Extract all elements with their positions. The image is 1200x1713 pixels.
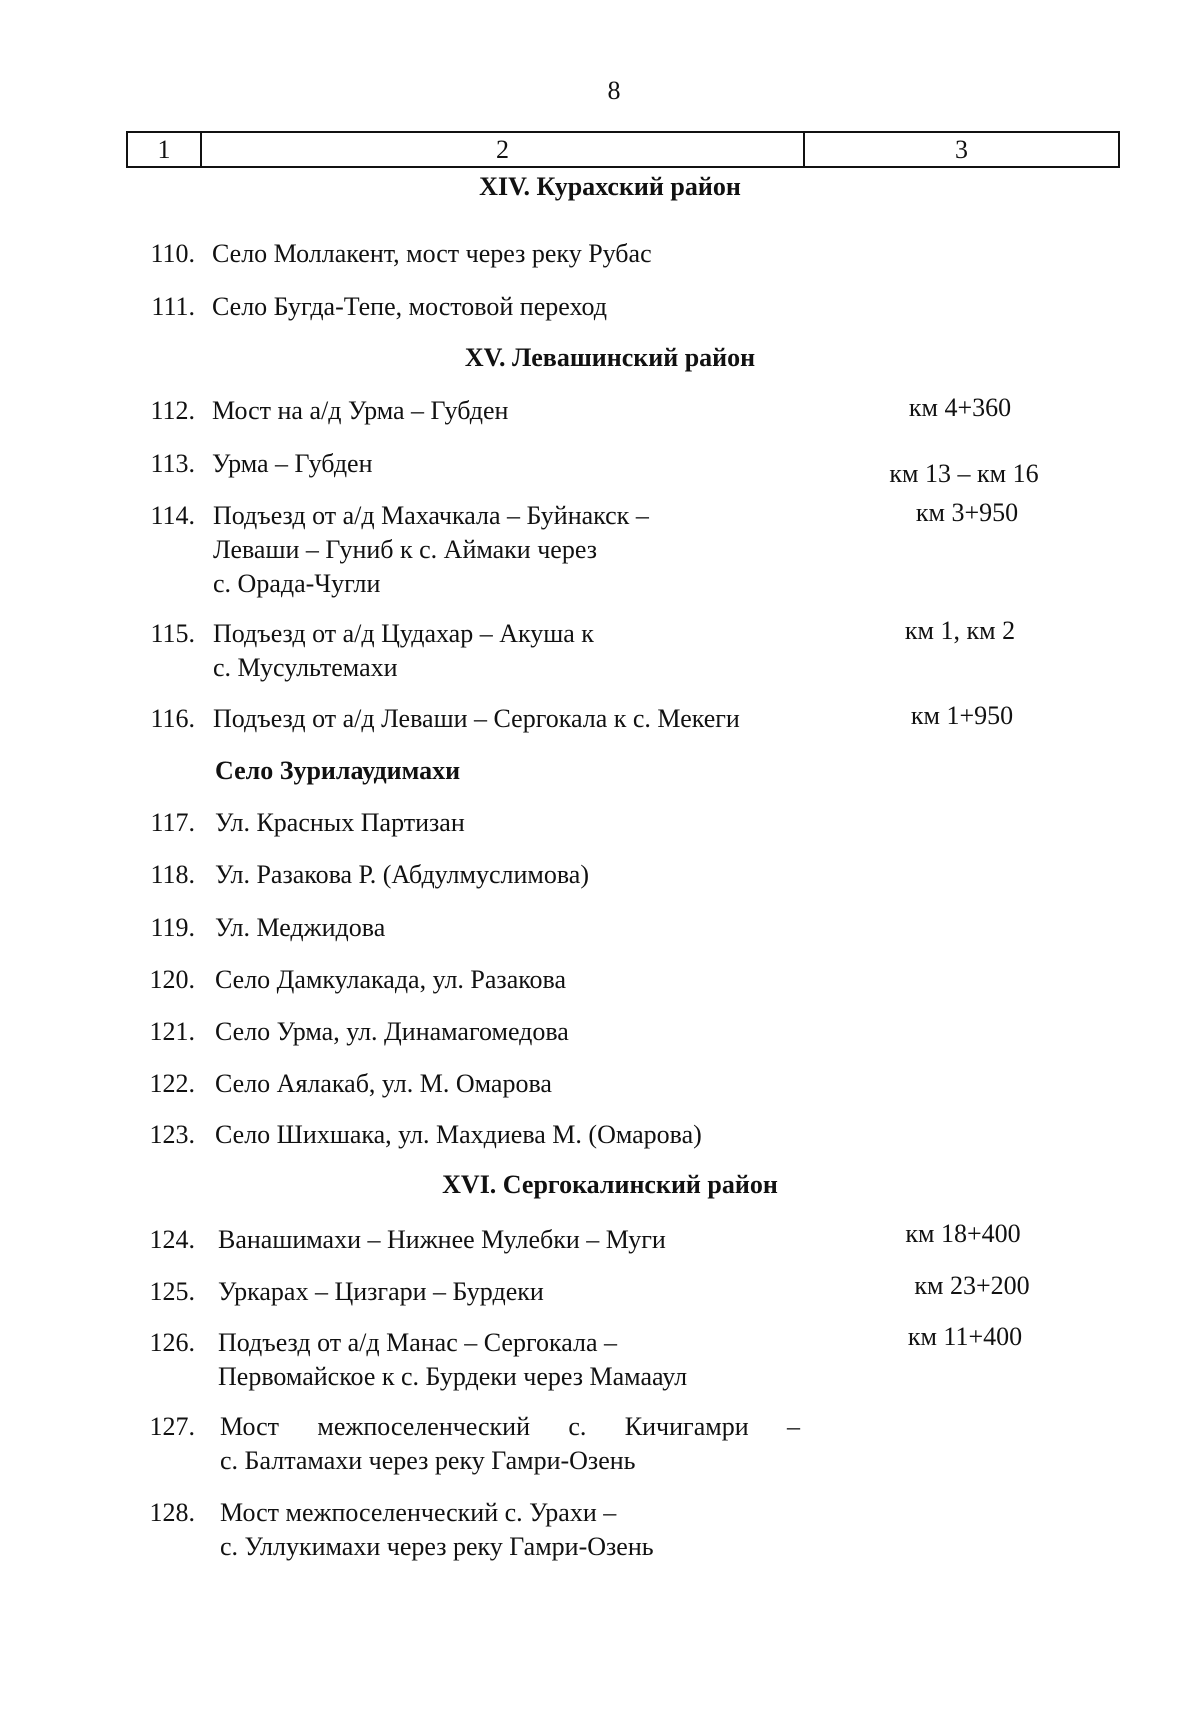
row-name-line: Село Бугда-Тепе, мостовой переход (212, 292, 607, 321)
row-km: км 1, км 2 (904, 616, 1016, 645)
row-number: 123. (149, 1120, 195, 1149)
row-name-line: с. Орада-Чугли (213, 569, 381, 598)
row-name (215, 963, 566, 997)
row-km: км 23+200 (914, 1271, 1030, 1300)
row-name (213, 617, 594, 685)
row-name-line: Село Шихшака, ул. Махдиева М. (Омарова) (215, 1120, 702, 1149)
row-name-line: Леваши – Гуниб к с. Аймаки через (213, 535, 597, 564)
row-name (213, 499, 649, 601)
row-number: 111. (151, 292, 195, 321)
row-name-line: Ванашимахи – Нижнее Мулебки – Муги (218, 1225, 666, 1254)
row-number: 119. (150, 913, 195, 942)
row-km: км 3+950 (915, 498, 1019, 527)
row-name-line: Село Урма, ул. Динамагомедова (215, 1017, 569, 1046)
row-name-line: Мост межпоселенческий с. Кичигамри – (220, 1412, 800, 1441)
row-name-line: Ул. Меджидова (215, 913, 386, 942)
column-header-3: 3 (955, 134, 968, 164)
row-name (215, 1067, 552, 1101)
row-name (212, 237, 652, 271)
row-name (218, 1326, 687, 1394)
row-number: 127. (149, 1412, 195, 1441)
row-name (212, 447, 373, 481)
row-name (220, 1496, 654, 1564)
column-header-1: 1 (128, 133, 202, 166)
row-number: 116. (150, 704, 195, 733)
row-name (212, 290, 607, 324)
row-name-line: Мост межпоселенческий с. Урахи – (220, 1498, 617, 1527)
row-number: 128. (149, 1498, 195, 1527)
row-number: 126. (149, 1328, 195, 1357)
row-number: 120. (149, 965, 195, 994)
row-name-line: с. Уллукимахи через реку Гамри-Озень (220, 1532, 654, 1561)
row-number: 121. (149, 1017, 195, 1046)
row-name (215, 1015, 569, 1049)
row-name (218, 1223, 666, 1257)
row-km: км 11+400 (907, 1322, 1023, 1351)
row-name-line: Урма – Губден (212, 449, 373, 478)
row-name-line: Село Моллакент, мост через реку Рубас (212, 239, 652, 268)
row-name (220, 1410, 800, 1478)
row-name-line: Подъезд от а/д Манас – Сергокала – (218, 1328, 617, 1357)
row-name-line: Подъезд от а/д Цудахар – Акуша к (213, 619, 594, 648)
row-name-line: Первомайское к с. Бурдеки через Мамааул (218, 1362, 688, 1391)
row-name-line: Подъезд от а/д Махачкала – Буйнакск – (213, 501, 649, 530)
column-header-2: 2 (202, 133, 805, 166)
row-km: км 4+360 (908, 393, 1012, 422)
row-name-line: с. Мусультемахи (213, 653, 398, 682)
row-number: 122. (149, 1069, 195, 1098)
section-heading: XVI. Сергокалинский район (442, 1170, 778, 1199)
row-name (215, 1118, 702, 1152)
row-name-line: Уркарах – Цизгари – Бурдеки (218, 1277, 544, 1306)
row-number: 114. (150, 501, 195, 530)
row-number: 115. (150, 619, 195, 648)
section-heading: XIV. Курахский район (479, 172, 741, 201)
row-number: 110. (150, 239, 195, 268)
row-name-line: Ул. Красных Партизан (215, 808, 465, 837)
row-name (215, 806, 465, 840)
row-name-line: Село Дамкулакада, ул. Разакова (215, 965, 567, 994)
row-name (213, 702, 740, 736)
row-name (212, 394, 508, 428)
subsection-heading: Село Зурилаудимахи (215, 756, 461, 785)
row-km: км 1+950 (910, 701, 1014, 730)
row-name-line: Ул. Разакова Р. (Абдулмуслимова) (215, 860, 589, 889)
row-number: 117. (150, 808, 195, 837)
row-name (215, 911, 385, 945)
row-km: км 18+400 (905, 1219, 1021, 1248)
page-number: 8 (607, 76, 621, 105)
row-name (215, 858, 589, 892)
row-number: 113. (150, 449, 195, 478)
row-name-line: с. Балтамахи через реку Гамри-Озень (220, 1446, 636, 1475)
row-number: 125. (149, 1277, 195, 1306)
section-heading: XV. Левашинский район (464, 343, 756, 372)
row-number: 118. (150, 860, 195, 889)
row-name-line: Мост на а/д Урма – Губден (212, 396, 509, 425)
row-number: 124. (149, 1225, 195, 1254)
row-name (218, 1275, 544, 1309)
row-km: км 13 – км 16 (889, 459, 1039, 488)
row-name-line: Село Аялакаб, ул. М. Омарова (215, 1069, 552, 1098)
row-name-line: Подъезд от а/д Леваши – Сергокала к с. Мекеги (213, 704, 740, 733)
row-number: 112. (150, 396, 195, 425)
table-header (126, 131, 1120, 168)
